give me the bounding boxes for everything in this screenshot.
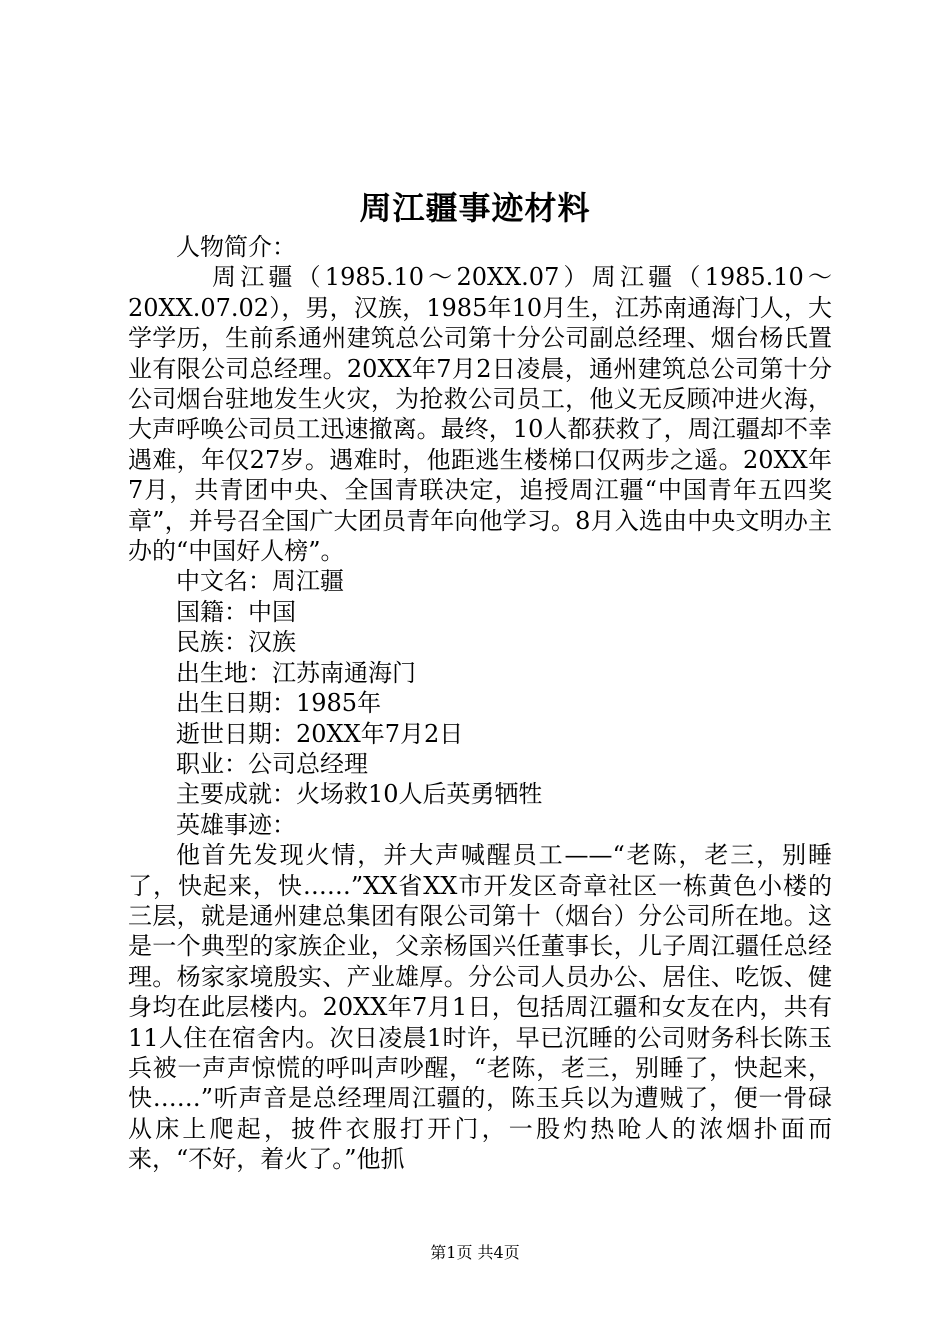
fact-nationality: 国籍：中国 (176, 597, 296, 626)
fact-achievement: 主要成就：火场救10人后英勇牺牲 (176, 780, 543, 809)
document-body (128, 232, 832, 1175)
fact-ethnicity: 民族：汉族 (176, 628, 296, 657)
intro-paragraph: 周江疆（1985.10～20XX.07）周江疆（1985.10～20XX.07.02），男，汉族，1985年10月生，江苏南通海门人，大学学历，生前系通州建筑总公司第十分公司副总经理、烟台杨氏置业有限公司总经理。20XX年7月2日凌晨，通州建筑总公司第十分公司烟台驻地发生火灾，为抢救公司员工，他义无反顾冲进火海，大声呼唤公司员工迅速撤离。最终，10人都获救了，周江疆却不幸遇难，年仅27岁。遇难时，他距逃生楼梯口仅两步之遥。20XX年7月，共青团中央、全国青联决定，追授周江疆“中国青年五四奖章”，并号召全国广大团员青年向他学习。8月入选由中央文明办主办的“中国好人榜”。 (128, 263, 832, 566)
document-title: 周江疆事迹材料 (359, 189, 591, 227)
fact-occupation: 职业：公司总经理 (176, 749, 368, 778)
fact-death-date: 逝世日期：20XX年7月2日 (176, 719, 464, 748)
page-footer: 第1页 共4页 (430, 1243, 520, 1262)
deeds-paragraph: 他首先发现火情，并大声喊醒员工——“老陈，老三，别睡了，快起来，快……”XX省XX市开发区奇章社区一栋黄色小楼的三层，就是通州建总集团有限公司第十（烟台）分公司所在地。这是一个典型的家族企业，父亲杨国兴任董事长，儿子周江疆任总经理。杨家家境殷实、产业雄厚。分公司人员办公、居住、吃饭、健身均在此层楼内。20XX年7月1日，包括周江疆和女友在内，共有11人住在宿舍内。次日凌晨1时许，早已沉睡的公司财务科长陈玉兵被一声声惊慌的呼叫声吵醒，“老陈，老三，别睡了，快起来，快……”听声音是总经理周江疆的，陈玉兵以为遭贼了，便一骨碌从床上爬起，披件衣服打开门，一股灼热呛人的浓烟扑面而来，“不好，着火了。”他抓 (128, 841, 832, 1174)
fact-birth-date: 出生日期：1985年 (176, 689, 382, 718)
fact-chinese-name: 中文名：周江疆 (176, 567, 344, 596)
intro-heading: 人物简介： (176, 233, 296, 261)
fact-birthplace: 出生地：江苏南通海门 (176, 658, 416, 687)
deeds-heading: 英雄事迹： (176, 810, 296, 839)
